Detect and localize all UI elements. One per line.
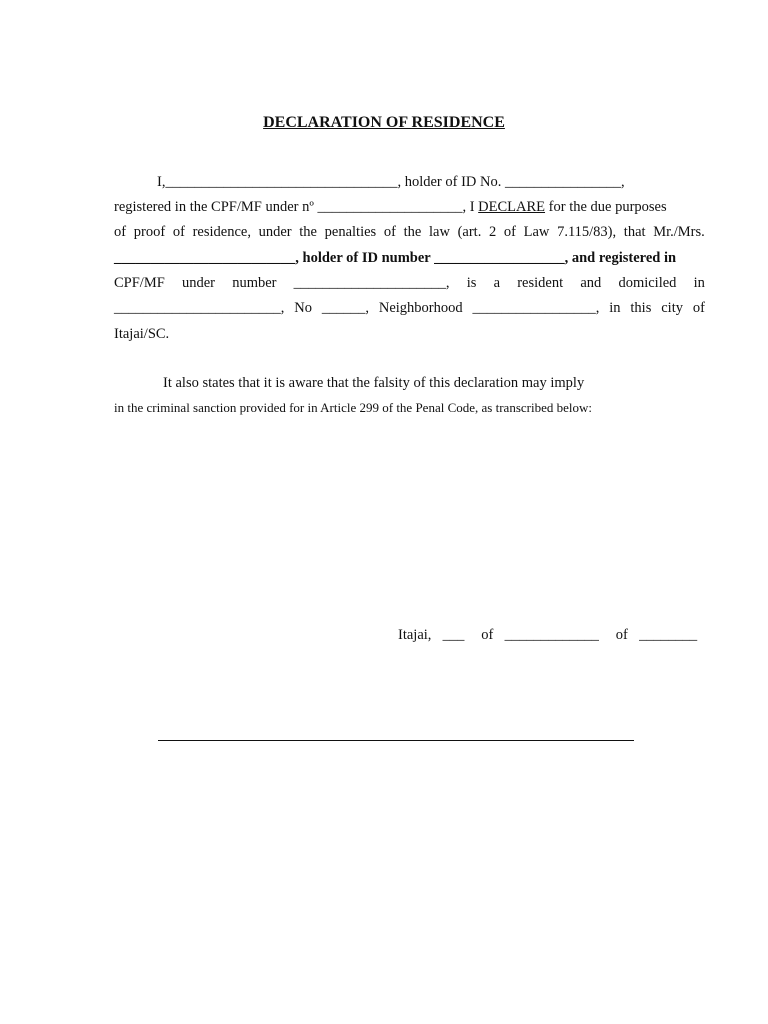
declare-word: DECLARE bbox=[478, 199, 546, 215]
cpf-blank: ____________________ bbox=[317, 199, 463, 215]
neighborhood-blank: _________________, bbox=[472, 300, 600, 316]
paragraph1-line6: _______________________, No ______, Neighborhood _________________, in this city of bbox=[114, 300, 705, 316]
declarant-name-blank: ________________________________ bbox=[165, 174, 398, 190]
paragraph1-line3: of proof of residence, under the penalties of the law (art. 2 of Law 7.115/83), that Mr./Mrs. bbox=[114, 224, 705, 240]
paragraph1-line1: I,________________________________, holder of ID No. ________________, bbox=[157, 174, 625, 190]
paragraph1-line2: registered in the CPF/MF under nº ____________________, I DECLARE for the due purposes bbox=[114, 199, 667, 215]
signature-line bbox=[158, 740, 634, 741]
person-cpf-blank: _____________________, bbox=[293, 275, 450, 291]
person-id-blank: __________________ bbox=[434, 250, 565, 266]
paragraph2-line1: It also states that it is aware that the falsity of this declaration may imply bbox=[163, 375, 585, 391]
paragraph1-line5: CPF/MF under number _____________________, is a resident and domiciled in bbox=[114, 275, 705, 291]
paragraph1-line7: Itajai/SC. bbox=[114, 326, 170, 342]
id-number-label: , holder of ID No. bbox=[397, 174, 505, 190]
street-blank: _______________________, bbox=[114, 300, 285, 316]
day-blank: ___ bbox=[442, 627, 465, 643]
date-line: Itajai, ___ of _____________ of ________ bbox=[398, 627, 698, 643]
paragraph1-line4: _________________________, holder of ID number __________________, and registered in bbox=[114, 250, 677, 266]
declarant-label: I, bbox=[157, 174, 166, 190]
cpf-label: registered in the CPF/MF under nº bbox=[114, 199, 318, 215]
house-number-blank: ______, bbox=[321, 300, 369, 316]
id-number-blank: ________________ bbox=[505, 174, 621, 190]
city-label: Itajai, bbox=[398, 627, 432, 643]
year-blank: ________ bbox=[639, 627, 698, 643]
person-name-blank: _________________________ bbox=[114, 250, 296, 266]
month-blank: _____________ bbox=[504, 627, 599, 643]
document-title: DECLARATION OF RESIDENCE bbox=[263, 114, 505, 131]
paragraph2-line2: in the criminal sanction provided for in Article 299 of the Penal Code, as transcribed below: bbox=[114, 400, 592, 415]
